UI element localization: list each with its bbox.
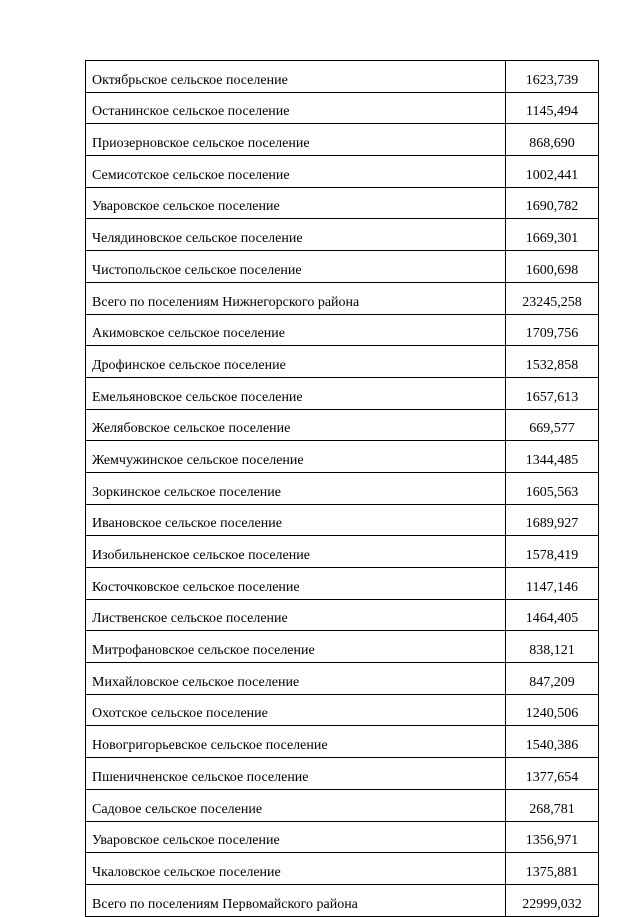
settlement-name-cell: Садовое сельское поселение xyxy=(86,789,506,821)
settlement-name-cell: Пшеничненское сельское поселение xyxy=(86,758,506,790)
amount-cell: 1464,405 xyxy=(506,599,599,631)
table-row xyxy=(86,282,599,314)
settlement-name-cell: Уваровское сельское поселение xyxy=(86,187,506,219)
settlement-name-cell: Октябрьское сельское поселение xyxy=(86,61,506,93)
settlement-name-cell: Митрофановское сельское поселение xyxy=(86,631,506,663)
table-row xyxy=(86,251,599,283)
settlement-name-cell: Останинское сельское поселение xyxy=(86,92,506,124)
settlement-name-cell: Ивановское сельское поселение xyxy=(86,504,506,536)
amount-cell: 1623,739 xyxy=(506,61,599,93)
settlement-name-cell: Новогригорьевское сельское поселение xyxy=(86,726,506,758)
amount-cell: 1657,613 xyxy=(506,377,599,409)
amount-cell: 1540,386 xyxy=(506,726,599,758)
table-row xyxy=(86,631,599,663)
table-row xyxy=(86,504,599,536)
table-row xyxy=(86,92,599,124)
amount-cell: 868,690 xyxy=(506,124,599,156)
amount-cell: 1600,698 xyxy=(506,251,599,283)
amount-cell: 23245,258 xyxy=(506,282,599,314)
amount-cell: 1532,858 xyxy=(506,346,599,378)
table-row xyxy=(86,61,599,93)
table-row xyxy=(86,409,599,441)
amount-cell: 1690,782 xyxy=(506,187,599,219)
amount-cell: 1605,563 xyxy=(506,472,599,504)
settlement-name-cell: Чкаловское сельское поселение xyxy=(86,853,506,885)
table-row xyxy=(86,853,599,885)
settlement-budget-table xyxy=(85,60,599,917)
table-row xyxy=(86,884,599,916)
table-row xyxy=(86,472,599,504)
settlement-name-cell: Дрофинское сельское поселение xyxy=(86,346,506,378)
settlement-name-cell: Всего по поселениям Нижнегорского района xyxy=(86,282,506,314)
amount-cell: 22999,032 xyxy=(506,884,599,916)
amount-cell: 1344,485 xyxy=(506,441,599,473)
amount-cell: 1709,756 xyxy=(506,314,599,346)
settlement-name-cell: Жемчужинское сельское поселение xyxy=(86,441,506,473)
table-row xyxy=(86,568,599,600)
table-row xyxy=(86,599,599,631)
amount-cell: 838,121 xyxy=(506,631,599,663)
settlement-name-cell: Чистопольское сельское поселение xyxy=(86,251,506,283)
table-row xyxy=(86,536,599,568)
settlement-name-cell: Емельяновское сельское поселение xyxy=(86,377,506,409)
table-body xyxy=(86,61,599,917)
table-row xyxy=(86,124,599,156)
table-row xyxy=(86,758,599,790)
settlement-name-cell: Лиственское сельское поселение xyxy=(86,599,506,631)
amount-cell: 1375,881 xyxy=(506,853,599,885)
settlement-name-cell: Семисотское сельское поселение xyxy=(86,156,506,188)
table-row xyxy=(86,377,599,409)
amount-cell: 1377,654 xyxy=(506,758,599,790)
settlement-name-cell: Желябовское сельское поселение xyxy=(86,409,506,441)
settlement-name-cell: Челядиновское сельское поселение xyxy=(86,219,506,251)
amount-cell: 847,209 xyxy=(506,663,599,695)
table-row xyxy=(86,726,599,758)
table-row xyxy=(86,314,599,346)
settlement-name-cell: Охотское сельское поселение xyxy=(86,694,506,726)
amount-cell: 1147,146 xyxy=(506,568,599,600)
table-row xyxy=(86,441,599,473)
table-row xyxy=(86,219,599,251)
table-row xyxy=(86,156,599,188)
amount-cell: 1689,927 xyxy=(506,504,599,536)
settlement-name-cell: Косточковское сельское поселение xyxy=(86,568,506,600)
settlement-name-cell: Зоркинское сельское поселение xyxy=(86,472,506,504)
table-row xyxy=(86,663,599,695)
amount-cell: 669,577 xyxy=(506,409,599,441)
table-row xyxy=(86,346,599,378)
table-row xyxy=(86,187,599,219)
settlement-name-cell: Всего по поселениям Первомайского района xyxy=(86,884,506,916)
table-row xyxy=(86,694,599,726)
amount-cell: 1240,506 xyxy=(506,694,599,726)
settlement-name-cell: Акимовское сельское поселение xyxy=(86,314,506,346)
amount-cell: 268,781 xyxy=(506,789,599,821)
amount-cell: 1669,301 xyxy=(506,219,599,251)
settlement-name-cell: Приозерновское сельское поселение xyxy=(86,124,506,156)
amount-cell: 1145,494 xyxy=(506,92,599,124)
amount-cell: 1356,971 xyxy=(506,821,599,853)
table-row xyxy=(86,789,599,821)
settlement-name-cell: Уваровское сельское поселение xyxy=(86,821,506,853)
amount-cell: 1578,419 xyxy=(506,536,599,568)
table-row xyxy=(86,821,599,853)
settlement-name-cell: Михайловское сельское поселение xyxy=(86,663,506,695)
amount-cell: 1002,441 xyxy=(506,156,599,188)
settlement-name-cell: Изобильненское сельское поселение xyxy=(86,536,506,568)
